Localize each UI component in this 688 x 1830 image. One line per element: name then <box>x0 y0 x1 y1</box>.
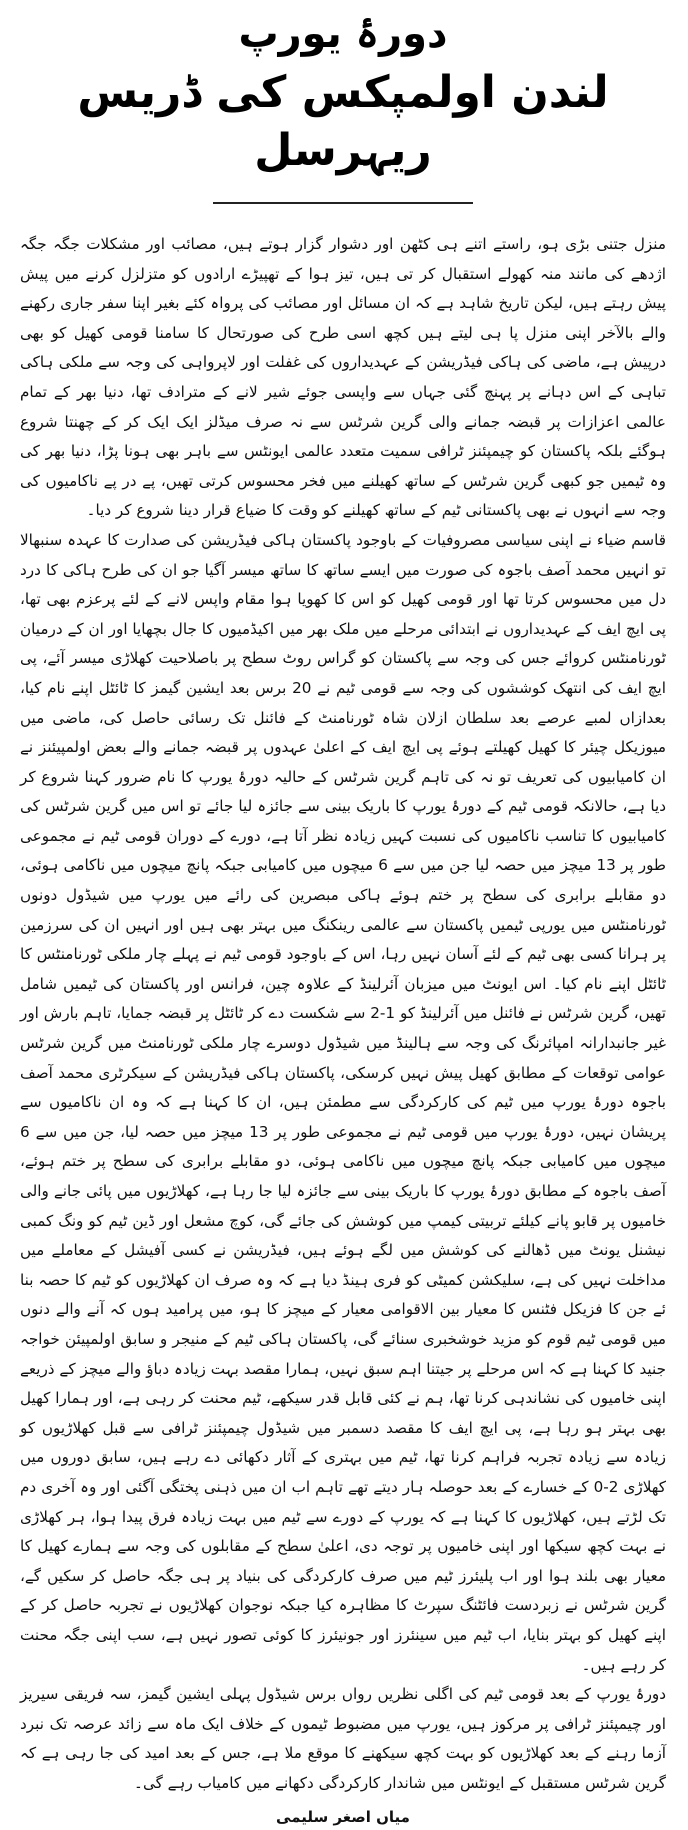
headline-divider <box>213 202 473 204</box>
author-byline: میاں اصغر سلیمی <box>276 1808 410 1827</box>
headline-line-2: لندن اولمپکس کی ڈریس ریہرسل <box>77 67 609 176</box>
article-paragraph: دورۂ یورپ کے بعد قومی ٹیم کی اگلی نظریں رواں برس شیڈول پہلی ایشین گیمز، سہ فریقی سیریز اور چیمپئنز ٹرافی پر مرکوز ہیں، یورپ میں مضبوط ٹیموں کے خلاف ایک ماہ سے زائد عرصہ تک نبرد آزما رہنے کے بعد کھلاڑیوں کو بہت کچھ سیکھنے کا موقع ملا ہے، جس کے بعد امید کی جا رہی ہے کہ گرین شرٹس مستقبل کے ایونٹس میں شاندار کارکردگی دکھانے میں کامیاب رہے گی۔ <box>20 1685 666 1792</box>
article-paragraph: قاسم ضیاء نے اپنی سیاسی مصروفیات کے باوجود پاکستان ہاکی فیڈریشن کی صدارت کا عہدہ سنبھالا تو انہیں محمد آصف باجوہ کی صورت میں ایسے ساتھ کا ساتھ میسر آگیا جو ان کی طرح ہاکی کا درد دل میں محسوس کرتا تھا اور قومی کھیل کو اس کا کھویا ہوا مقام واپس لانے کے لئے پرعزم بھی تھا، پی ایچ ایف کے عہدیداروں نے ابتدائی مرحلے میں ملک بھر میں اکیڈمیوں کا جال بچھایا اور ان کے درمیان ٹورنامنٹس کروائے جس کی وجہ سے پاکستان کو گراس روٹ سطح پر باصلاحیت کھلاڑی میسر آئے، پی ایچ ایف کی انتھک کوششوں کی وجہ سے قومی ٹیم نے 20 برس بعد ایشین گیمز کا ٹائٹل اپنے نام کیا، بعدازاں لمبے عرصے بعد سلطان ازلان شاہ ٹورنامنٹ کے فائنل تک رسائی حاصل کی، ماضی میں میوزیکل چیئر کا کھیل کھیلتے ہوئے پی ایچ ایف کے اعلیٰ عہدوں پر قبضہ جمانے والے بعض اولمپیئنز نے ان کامیابیوں کی تعریف تو نہ کی تاہم گرین شرٹس کے حالیہ دورۂ یورپ کا نام ضرور کہنا شروع کر دیا ہے، حالانکہ قومی ٹیم کے دورۂ یورپ کا باریک بینی سے جائزہ لیا جائے تو اس میں گرین شرٹس کی کامیابیوں کا تناسب ناکامیوں کی نسبت کہیں زیادہ نظر آتا ہے، دورے کے دوران قومی ٹیم نے مجموعی طور پر 13 میچز میں حصہ لیا جن میں سے 6 میچوں میں کامیابی جبکہ پانچ میچوں میں ناکامی ہوئی، دو مقابلے برابری کی سطح پر ختم ہوئے ہاکی مبصرین کی رائے میں یورپ میں شیڈول دونوں ٹورنامنٹس میں یورپی ٹیمیں پاکستان سے عالمی رینکنگ میں بہتر بھی ہیں اور انہیں ان کی سرزمین پر ہرانا کسی بھی ٹیم کے لئے آسان نہیں رہا، اس کے باوجود قومی ٹیم نے پہلے چار ملکی ٹورنامنٹس کا ٹائٹل اپنے نام کیا۔ اس ایونٹ میں میزبان آئرلینڈ کے علاوہ چین، فرانس اور پاکستان کی ٹیمیں شامل تھیں، گرین شرٹس نے فائنل میں آئرلینڈ کو 1-2 سے شکست دے کر ٹائٹل پر قبضہ جمایا، تاہم بارش اور غیر جانبدارانہ امپائرنگ کی وجہ سے ہالینڈ میں شیڈول دوسرے چار ملکی ٹورنامنٹ میں گرین شرٹس عوامی توقعات کے مطابق کھیل پیش نہیں کرسکی، پاکستان ہاکی فیڈریشن کے سیکرٹری محمد آصف باجوہ دورۂ یورپ میں ٹیم کی کارکردگی سے مطمئن ہیں، ان کا کہنا ہے کہ وہ ان ناکامیوں سے پریشان نہیں، دورۂ یورپ میں قومی ٹیم نے مجموعی طور پر 13 میچز میں حصہ لیا، جن میں سے 6 میچوں میں کامیابی جبکہ پانچ میچوں میں ناکامی ہوئی، دو مقابلے برابری کی سطح پر ختم ہوئے، آصف باجوہ کے مطابق دورۂ یورپ کا باریک بینی سے جائزہ لیا جا رہا ہے، کھلاڑیوں میں پائی جانے والی خامیوں پر قابو پانے کیلئے تربیتی کیمپ میں کوشش کی جائے گی، کوچ مشعل اور ڈین ٹیم کو ونگ کمبی نیشنل یونٹ میں ڈھالنے کی کوشش میں لگے ہوئے ہیں، فیڈریشن نے کسی آفیشل کے معاملے میں مداخلت نہیں کی ہے، سلیکشن کمیٹی کو فری ہینڈ دیا ہے کہ وہ صرف ان کھلاڑیوں کو ٹیم کا حصہ بنا ئے جن کا فزیکل فٹنس کا معیار بین الاقوامی معیار کے میچز کا ہو، میں پرامید ہوں کہ آنے والے دنوں میں قومی ٹیم قوم کو مزید خوشخبری سنائے گی، پاکستان ہاکی ٹیم کے منیجر و سابق اولمپیئن خواجہ جنید کا کہنا ہے کہ اس مرحلے پر جیتنا اہم سبق نہیں، ہمارا مقصد بہت زیادہ دباؤ والے میچز کے ذریعے اپنی خامیوں کی نشاندہی کرنا تھا، ہم نے کئی قابل قدر سیکھے، ٹیم محنت کر رہی ہے، اور ہمارا کھیل بھی بہتر ہو رہا ہے، پی ایچ ایف کا مقصد دسمبر میں شیڈول چیمپئنز ٹرافی سے قبل کھلاڑیوں کو زیادہ سے زیادہ تجربہ فراہم کرنا تھا، ٹیم میں بہتری کے آثار دکھائی دے رہے ہیں، سابق دوروں میں کھلاڑی 2-0 کے خسارے کے بعد حوصلہ ہار دیتے تھے تاہم اب ان میں ذہنی پختگی آگئی اور وہ آخری دم تک لڑتے ہیں، کھلاڑیوں کا کہنا ہے کہ یورپ کے دورے سے ٹیم میں بہت زیادہ فرق پیدا ہوا، ہر کھلاڑی نے بہت کچھ سیکھا اور اپنی خامیوں پر توجہ دی، اعلیٰ سطح کے مقابلوں کی وجہ سے ہمارے کھیل کا معیار بھی بلند ہوا اور اب پلیئرز ٹیم میں صرف کارکردگی کی بنیاد پر ہی جگہ حاصل کر سکیں گے، گرین شرٹس نے زبردست فائٹنگ سپرٹ کا مظاہرہ کیا جبکہ نوجوان کھلاڑیوں نے تجربہ حاصل کر کے اپنے کھیل کو بہتر بنایا، اب ٹیم میں سینئرز اور جونیئرز کا کوئی تصور نہیں ہے، سب اپنی جگہ محنت کر رہے ہیں۔ <box>20 530 667 1674</box>
article-body <box>20 230 666 1798</box>
headline-line-1: دورۂ یورپ <box>238 11 448 57</box>
article-paragraph: منزل جتنی بڑی ہو، راستے اتنے ہی کٹھن اور دشوار گزار ہوتے ہیں، مصائب اور مشکلات جگہ جگہ اژدھے کی مانند منہ کھولے استقبال کر تی ہیں، تیز ہوا کے تھپیڑے ارادوں کو متزلزل کرنے میں پیش پیش رہتے ہیں، لیکن تاریخ شاہد ہے کہ ان مسائل اور مصائب کی پرواہ کئے بغیر اپنا سفر جاری رکھنے والے بالآخر اپنی منزل پا ہی لیتے ہیں کچھ اسی طرح کی صورتحال کا سامنا قومی کھیل کو بھی درپیش ہے، ماضی کی ہاکی فیڈریشن کے عہدیداروں کی غفلت اور لاپرواہی کی وجہ سے ملکی ہاکی تباہی کے اس دہانے پر پہنچ گئی جہاں سے واپسی جوئے شیر لانے کے مترادف تھا، دنیا بھر کے تمام عالمی اعزازات پر قبضہ جمانے والی گرین شرٹس سے نہ صرف میڈلز ایک ایک کر کے چھنتا شروع ہوگئے بلکہ پاکستان کو چیمپئنز ٹرافی سمیت متعدد عالمی ایونٹس سے باہر بھی ہونا پڑا، دنیا بھر کی وہ ٹیمیں جو کبھی گرین شرٹس کے ساتھ کھیلنے میں فخر محسوس کرتی تھیں، پے در پے ناکامیوں کی وجہ سے انہوں نے بھی پاکستانی ٹیم کے ساتھ کھیلنے کو وقت کا ضیاع قرار دینا شروع کر دیا۔ <box>20 235 666 520</box>
